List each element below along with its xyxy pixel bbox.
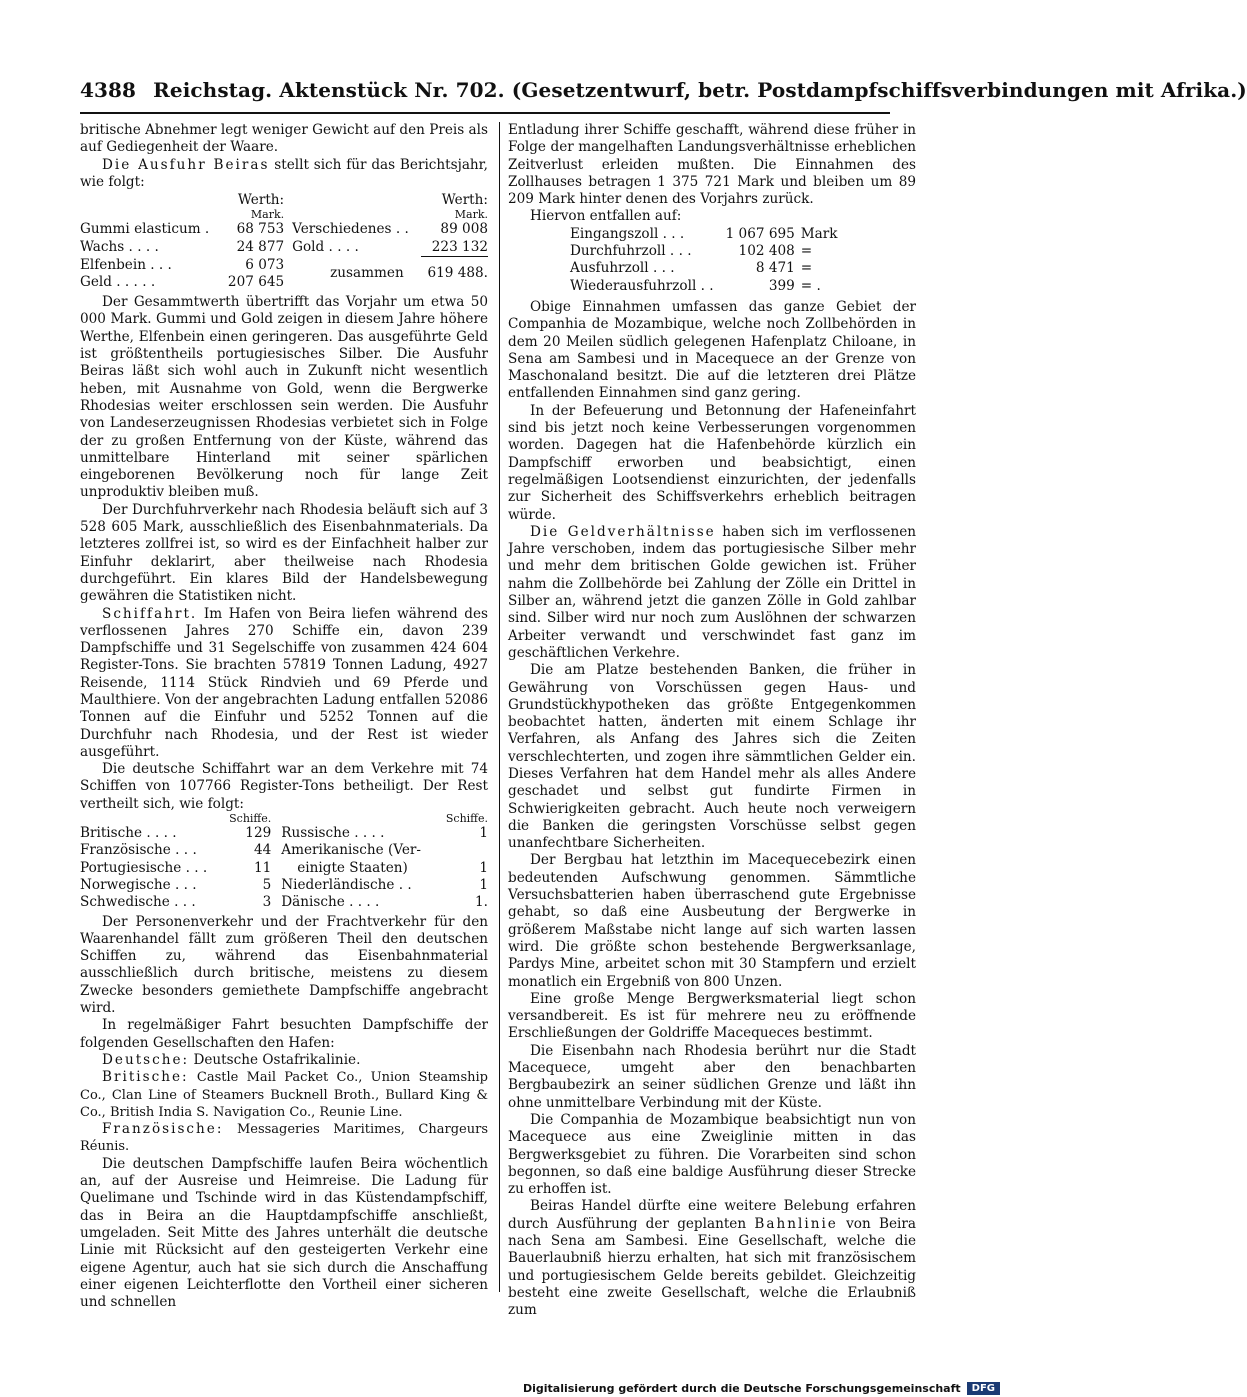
paragraph: Der Durchfuhrverkehr nach Rhodesia beläuft sich auf 3 528 605 Mark, ausschließlich des Eisenbahnmaterials. Da letzteres zollfrei ist, so wird es der Einfachheit halber zur Einfuhr deklarirt, aber theilweise nach Rhodesia durchgeführt. Ein klares Bild der Handelsbewegung gewähren die Statistiken nicht.: [80, 501, 488, 605]
table-cell: Gold . . . .: [292, 238, 359, 255]
company-group-label: Britische:: [102, 1069, 189, 1086]
table-cell: Wachs . . . .: [80, 238, 159, 255]
table-row: [80, 221, 488, 238]
table-row: [80, 894, 488, 911]
table-row: [570, 226, 838, 243]
table-cell: =: [800, 243, 813, 260]
table-cell: 129: [245, 825, 272, 842]
table-cell: Französische . . .: [80, 842, 197, 859]
paragraph: Die deutsche Schiffahrt war an dem Verkehre mit 74 Schiffen von 107766 Register-Tons betheiligt. Der Rest vertheilt sich, wie folgt:: [80, 761, 488, 812]
paragraph-text: Beiras Handel dürfte eine weitere Belebung erfahren durch Ausführung der geplanten: [508, 1198, 916, 1232]
paragraph: Obige Einnahmen umfassen das ganze Gebiet der Companhia de Mozambique, welche noch Zollbehörden in dem 20 Meilen südlich gelegenen Hafenplatz Chiloane, in Sena am Sambesi und in Macequece an der Grenze von Maschonaland besitzt. Die auf die letzteren drei Plätze entfallenden Einnahmen sind ganz gering.: [508, 298, 916, 402]
column-header: Schiffe.: [229, 812, 272, 826]
table-cell: 1.: [475, 894, 488, 911]
right-column: [508, 122, 916, 1319]
paragraph-text: stellt sich für das Berichtsjahr, wie folgt:: [80, 156, 489, 190]
table-cell: Wiederausfuhrzoll . .: [570, 277, 714, 294]
table-cell: Gummi elasticum .: [80, 221, 210, 238]
page-title: Reichstag. Aktenstück Nr. 702. (Gesetzentwurf, betr. Postdampfschiffsverbindungen mit Afrika.): [153, 78, 1247, 102]
paragraph: [80, 606, 488, 762]
unit-label: Mark.: [454, 208, 488, 222]
paragraph: Die deutschen Dampfschiffe laufen Beira wöchentlich an, auf der Ausreise und Heimreise. Die Ladung für Quelimane und Tschinde wird in das Küstendampfschiff, das in Beira an die Hauptdampfschiffe anschließt, umgeladen. Seit Mitte des Jahres unterhält die deutsche Linie mit Rücksicht auf den gesteigerten Verkehr eine eigene Agentur, auch hat sie sich durch die Anschaffung einer eigenen Leichterflotte den Vortheil einer sicheren und schnellen: [80, 1155, 488, 1311]
paragraph: In regelmäßiger Fahrt besuchten Dampfschiffe der folgenden Gesellschaften den Hafen:: [80, 1017, 488, 1051]
table-cell: Durchfuhrzoll . . .: [570, 243, 692, 260]
table-cell: Russische . . . .: [281, 825, 385, 842]
table-cell: Verschiedenes . .: [292, 221, 409, 238]
table-cell: =: [800, 260, 813, 277]
table-cell: Amerikanische (Ver-: [281, 842, 422, 859]
table-cell: 3: [262, 894, 272, 911]
paragraph-text: Castle Mail Packet Co., Union Steamship Co., Clan Line of Steamers Bucknell Broth., Bullard King & Co., British India S. Navigation Co., Reunie Line.: [80, 1070, 488, 1120]
paragraph-text: Im Hafen von Beira liefen während des verflossenen Jahres 270 Schiffe ein, davon 239 Dampfschiffe und 31 Segelschiffe von zusammen 424 604 Register-Tons. Sie brachten 57819 Tonnen Ladung, 4927 Reisende, 1114 Stück Rindvieh und 69 Pferde und Maulthiere. Von der angebrachten Ladung entfallen 52086 Tonnen auf die Einfuhr und 5252 Tonnen auf die Durchfuhr nach Rhodesia, und der Rest ist wieder ausgeführt.: [80, 605, 488, 760]
table-cell: 223 132: [421, 239, 488, 257]
paragraph-text: von Beira nach Sena am Sambesi. Eine Gesellschaft, welche die Bauerlaubniß hierzu erhalten, hat sich mit französischem und portugiesischem Gelde bereits gebildet. Gleichzeitig besteht eine zweite Gesellschaft, welche die Erlaubniß zum: [508, 1215, 916, 1319]
company-group-label: Deutsche:: [102, 1051, 190, 1068]
total-label: zusammen: [330, 265, 404, 282]
table-row: [80, 842, 488, 859]
table-row: [80, 877, 488, 894]
export-table: [80, 192, 488, 291]
table-cell: 6 073: [245, 256, 285, 273]
paragraph: Hiervon entfallen auf:: [530, 208, 682, 225]
dfg-logo: DFG: [967, 1382, 1000, 1395]
page-header: [80, 78, 1247, 108]
spaced-term: Bahnlinie: [754, 1215, 838, 1232]
table-row: [570, 243, 838, 260]
table-cell: 1: [479, 876, 488, 893]
paragraph: Der Gesammtwerth übertrifft das Vorjahr um etwa 50 000 Mark. Gummi und Gold zeigen in diesem Jahre höhere Werthe, Elfenbein einen geringeren. Das ausgeführte Geld ist größtentheils portugiesisches Silber. Die Ausfuhr Beiras läßt sich wohl auch in Zukunft nicht wesentlich heben, mit Ausnahme von Gold, wenn die Bergwerke Rhodesias weiter erschlossen sein werden. Die Ausfuhr von Landeserzeugnissen Rhodesias verbietet sich in Folge der zu großen Entfernung von der Küste, während das unmittelbare Hinterland mit seiner spärlichen eingeborenen Bevölkerung noch für lange Zeit unproduktiv bleiben muß.: [80, 294, 488, 501]
paragraph: britische Abnehmer legt weniger Gewicht auf den Preis als auf Gediegenheit der Waare.: [80, 122, 488, 156]
table-cell: Portugiesische . . .: [80, 859, 208, 876]
paragraph: [80, 1121, 488, 1156]
table-cell: Eingangszoll . . .: [570, 225, 685, 242]
table-cell: Britische . . . .: [80, 825, 177, 842]
paragraph: In der Befeuerung und Betonnung der Hafeneinfahrt sind bis jetzt noch keine Verbesserungen vorgenommen worden. Dagegen hat die Hafenbehörde kürzlich ein Dampfschiff erworben und beabsichtigt, einen regelmäßigen Lootsendienst einzurichten, der jedenfalls zur Sicherheit des Schiffsverkehrs erheblich beitragen würde.: [508, 402, 916, 523]
table-cell: einigte Staaten): [297, 859, 408, 876]
table-cell: 1: [479, 825, 488, 842]
header-rule: [80, 112, 890, 114]
paragraph-text: Deutsche Ostafrikalinie.: [189, 1051, 361, 1068]
table-cell: Dänische . . . .: [281, 894, 380, 911]
table-cell: Ausfuhrzoll . . .: [570, 260, 675, 277]
table-cell: = .: [800, 277, 821, 294]
paragraph: Die Eisenbahn nach Rhodesia berührt nur die Stadt Macequece, umgeht aber den benachbarten Bergbaubezirk an seiner südlichen Grenze und läßt ihn ohne unmittelbare Verbindung mit der Küste.: [508, 1042, 916, 1111]
table-cell: Norwegische . . .: [80, 876, 197, 893]
table-cell: 399: [768, 277, 795, 294]
paragraph: Der Bergbau hat letzthin im Macequecebezirk einen bedeutenden Aufschwung genommen. Sämmtliche Versuchsbatterien haben überraschend gute Ergebnisse gehabt, so daß eine Ausbeutung der Bergwerke in größerem Maßstabe nicht lange auf sich warten lassen wird. Die größte schon bestehende Bergwerksanlage, Pardys Mine, arbeitet schon mit 30 Stampfern und erzielt monatlich ein Ergebniß von 800 Unzen.: [508, 852, 916, 990]
total-value: 619 488.: [427, 265, 488, 282]
table-cell: [440, 842, 488, 859]
paragraph: Eine große Menge Bergwerksmaterial liegt schon versandbereit. Es ist für mehrere neu zu eröffnende Erschließungen der Goldriffe Macequeces bestimmt.: [508, 990, 916, 1042]
table-cell: 11: [253, 859, 272, 876]
table-cell: 68 753: [236, 221, 285, 238]
table-cell: 1: [479, 859, 488, 876]
page-number: 4388: [80, 78, 137, 102]
table-cell: 24 877: [236, 238, 285, 255]
paragraph-text: haben sich im verflossenen Jahre verschoben, indem das portugiesische Silber mehr und mehr dem britischen Golde gewichen ist. Früher nahm die Zollbehörde bei Zahlung der Zölle ein Drittel in Silber an, während jetzt die ganzen Zölle in Gold zahlbar sind. Silber wird nur noch zum Auslöhnen der schwarzen Arbeiter verwandt und verschwindet fast ganz im geschäftlichen Verkehre.: [508, 523, 916, 661]
table-cell: Geld . . . . .: [80, 273, 156, 290]
table-cell: 102 408: [738, 243, 795, 260]
duties-table: [570, 226, 838, 295]
left-column: [80, 122, 488, 1311]
table-cell: 207 645: [227, 273, 285, 290]
table-cell: Schwedische . . .: [80, 894, 196, 911]
table-cell: Niederländische . .: [281, 876, 412, 893]
table-row: [80, 825, 488, 842]
footer-text: Digitalisierung gefördert durch die Deutsche Forschungsgemeinschaft: [522, 1381, 961, 1395]
table-cell: 1 067 695: [725, 225, 795, 242]
paragraph: [80, 1069, 488, 1121]
company-group-label: Französische:: [102, 1121, 224, 1138]
paragraph: [80, 1052, 488, 1069]
table-cell: Elfenbein . . .: [80, 256, 172, 273]
unit-label: Mark.: [250, 208, 285, 222]
table-cell: 5: [262, 876, 272, 893]
table-cell: 44: [253, 842, 272, 859]
paragraph: Der Personenverkehr und der Frachtverkehr für den Waarenhandel fällt zum größeren Theil den deutschen Schiffen zu, während das Eisenbahnmaterial ausschließlich durch britische, meistens zu diesem Zwecke besonders gemiethete Dampfschiffe angebracht wird.: [80, 913, 488, 1017]
table-cell: Mark: [800, 225, 838, 242]
digitization-footer: [517, 1379, 1000, 1397]
ships-table: [80, 813, 488, 911]
section-heading: Die Geldverhältnisse: [530, 523, 716, 540]
paragraph: Entladung ihrer Schiffe geschafft, während diese früher in Folge der mangelhaften Landungsverhältnisse erheblichen Zeitverlust erleiden mußten. Die Einnahmen des Zollhauses betragen 1 375 721 Mark und bleiben um 89 209 Mark hinter denen des Vorjahrs zurück.: [508, 122, 916, 208]
column-divider: [499, 122, 500, 1292]
table-row: [80, 860, 488, 877]
table-row: [80, 239, 488, 257]
table-cell: 89 008: [440, 221, 488, 238]
paragraph-text: Messageries Maritimes, Chargeurs Réunis.: [80, 1122, 488, 1155]
paragraph: [80, 157, 488, 192]
paragraph: [508, 1198, 916, 1319]
column-header: Werth:: [237, 192, 285, 209]
column-header: Schiffe.: [445, 812, 488, 826]
paragraph: Die am Platze bestehenden Banken, die früher in Gewährung von Vorschüssen gegen Haus- und Grundstückhypotheken das größte Entgegenkommen beobachtet hatten, änderten mit einem Schlage ihr Verfahren, als Anfang des Jahres sich die Zeiten verschlechterten, und zogen ihre sämmtlichen Gelder ein. Dieses Verfahren hat dem Handel mehr als alles Andere geschadet und selbst gut fundirte Firmen in Schwierigkeiten gebracht. Auch heute noch verweigern die Banken die geringsten Vorschüsse selbst gegen unanfechtbare Sicherheiten.: [508, 662, 916, 852]
column-header: Werth:: [441, 192, 488, 209]
spaced-term: Die Ausfuhr Beiras: [102, 156, 270, 173]
table-cell: 8 471: [755, 260, 795, 277]
table-row: [80, 257, 488, 274]
paragraph: Die Companhia de Mozambique beabsichtigt nun von Macequece aus eine Zweiglinie mitten in das Bergwerksgebiet zu führen. Die Vorarbeiten sind schon begonnen, so daß eine baldige Ausführung dieser Strecke zu erhoffen ist.: [508, 1111, 916, 1198]
section-heading: Schiffahrt.: [102, 605, 198, 622]
table-row: [570, 260, 838, 277]
paragraph: [508, 524, 916, 662]
table-row: [570, 278, 838, 295]
